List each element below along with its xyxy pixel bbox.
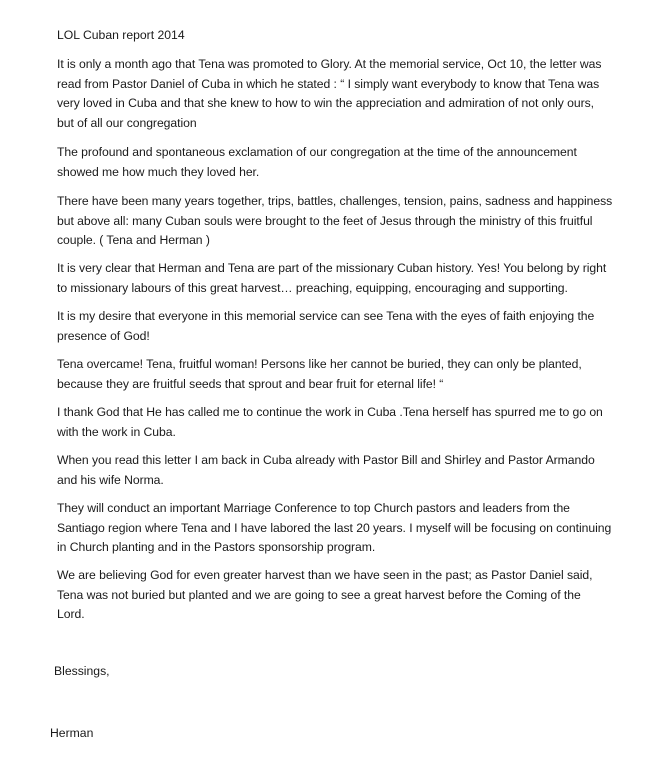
paragraph-congregation-exclamation: The profound and spontaneous exclamation of our congregation at the time of the announcement showed me how much they loved her. xyxy=(57,145,577,179)
paragraph-back-in-cuba: When you read this letter I am back in Cuba already with Pastor Bill and Shirley and Pastor Armando and his wife Norma. xyxy=(57,453,595,487)
paragraph-years-together: There have been many years together, trips, battles, challenges, tension, pains, sadness and happiness but above all: many Cuban souls were brought to the feet of Jesus through the ministry of this fruitful couple. ( Tena and Herman ) xyxy=(57,194,613,247)
paragraph-tena-overcame: Tena overcame! Tena, fruitful woman! Persons like her cannot be buried, they can only be planted, because they are fruitful seeds that sprout and bear fruit for eternal life! “ xyxy=(57,357,582,391)
paragraph-memorial-desire: It is my desire that everyone in this memorial service can see Tena with the eyes of faith enjoying the presence of God! xyxy=(57,309,595,343)
paragraph-missionary-history: It is very clear that Herman and Tena are part of the missionary Cuban history. Yes! You belong by right to missionary labours of this great harvest… preaching, equipping, encouraging and supporting. xyxy=(57,261,607,295)
document-title: LOL Cuban report 2014 xyxy=(57,28,185,42)
paragraph-continue-work: I thank God that He has called me to continue the work in Cuba .Tena herself has spurred me to go on with the work in Cuba. xyxy=(57,405,603,439)
signature-name: Herman xyxy=(50,726,94,740)
closing-blessings: Blessings, xyxy=(54,664,110,678)
paragraph-greater-harvest: We are believing God for even greater harvest than we have seen in the past; as Pastor Daniel said, Tena was not buried but planted and we are going to see a great harvest before the Coming of the Lord. xyxy=(57,568,593,621)
paragraph-marriage-conference: They will conduct an important Marriage Conference to top Church pastors and leaders from the Santiago region where Tena and I have labored the last 20 years. I myself will be focusing on continuing in Church planting and in the Pastors sponsorship program. xyxy=(57,501,612,554)
paragraph-memorial-service: It is only a month ago that Tena was promoted to Glory. At the memorial service, Oct 10, the letter was read from Pastor Daniel of Cuba in which he stated : “ I simply want everybody to know that Tena was very loved in Cuba and that she knew to how to win the appreciation and admiration of not only ours, but of all our congregation xyxy=(57,57,602,130)
